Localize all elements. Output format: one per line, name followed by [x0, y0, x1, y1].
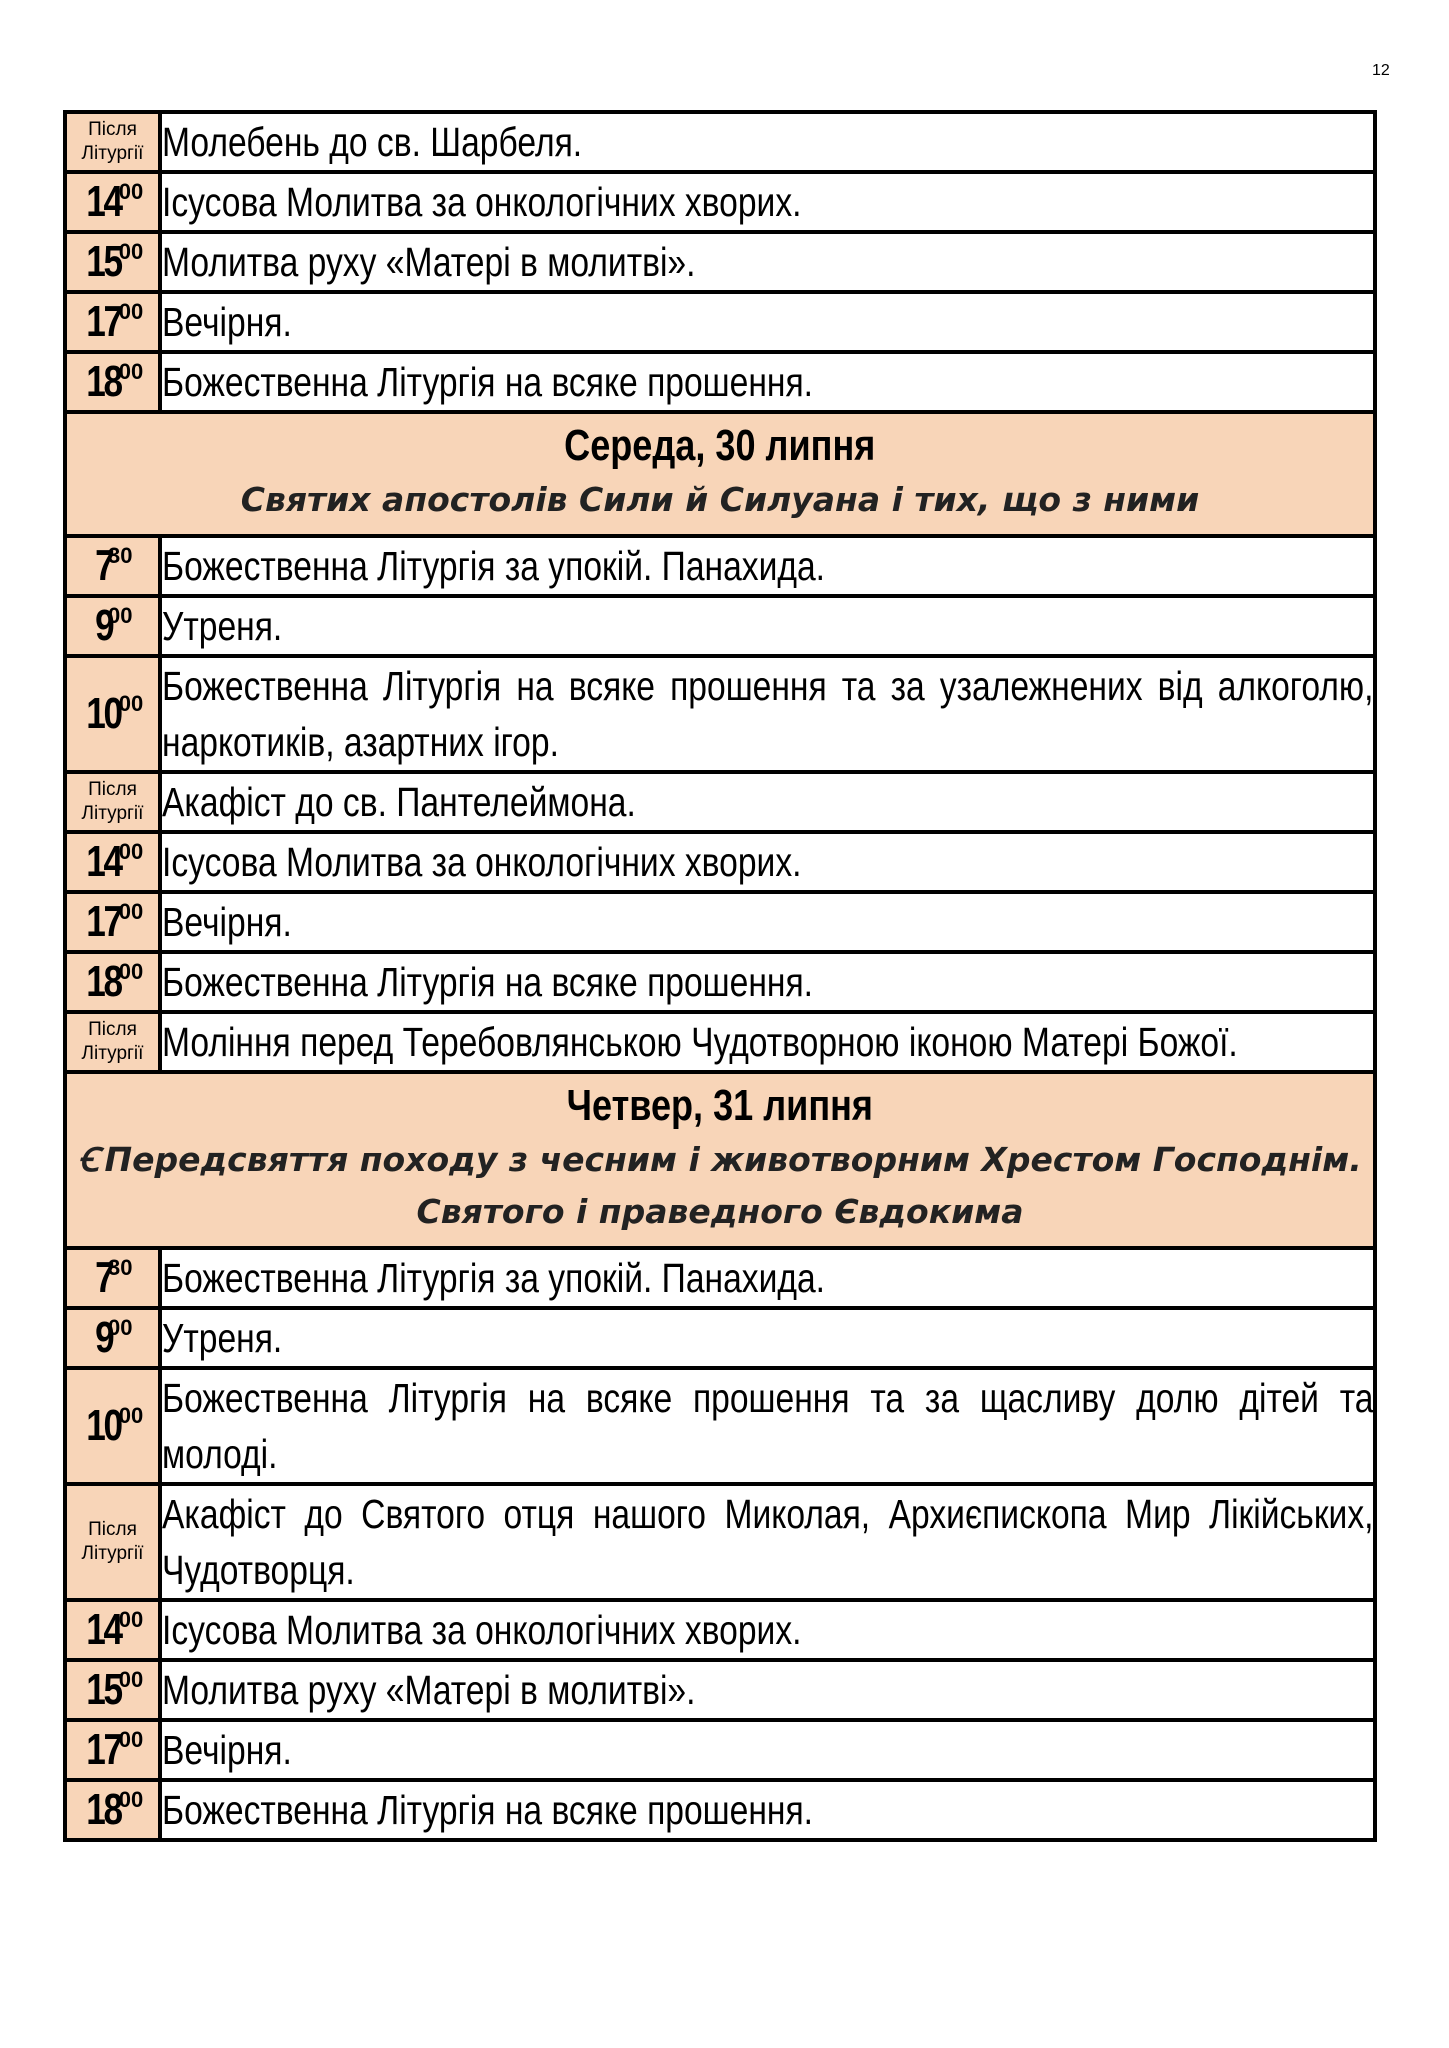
event-cell	[160, 112, 1375, 172]
event-cell	[160, 1720, 1375, 1780]
event-cell	[160, 1780, 1375, 1840]
schedule-row	[65, 892, 1375, 952]
after-liturgy-label-line2: Літургії	[81, 1043, 144, 1064]
time-hour: 17	[86, 297, 121, 346]
schedule-row	[65, 232, 1375, 292]
schedule-row	[65, 1720, 1375, 1780]
time-hour: 17	[86, 897, 121, 946]
event-text: Молитва руху «Матері в молитві».	[162, 1667, 696, 1713]
event-cell	[160, 232, 1375, 292]
day-header-cell	[65, 412, 1375, 536]
day-title-wrap	[77, 418, 1363, 474]
time-cell	[65, 772, 160, 832]
event-text: Божественна Літургія на всяке прошення.	[162, 959, 814, 1005]
schedule-row	[65, 1368, 1375, 1484]
schedule-row	[65, 1484, 1375, 1600]
day-subtitle	[77, 474, 1363, 526]
time-cell	[65, 832, 160, 892]
time-cell	[65, 892, 160, 952]
event-cell	[160, 1600, 1375, 1660]
event-cell	[160, 832, 1375, 892]
day-title: Середа, 30 липня	[564, 421, 876, 470]
schedule-row	[65, 952, 1375, 1012]
schedule-row	[65, 1660, 1375, 1720]
time-cell	[65, 352, 160, 412]
time-hour: 18	[86, 357, 121, 406]
time-minutes: 00	[118, 959, 144, 984]
time-minutes: 00	[118, 359, 144, 384]
time-minutes: 00	[118, 1727, 144, 1752]
event-text: Молебень до св. Шарбеля.	[162, 119, 583, 165]
time-hour: 14	[86, 1605, 121, 1654]
event-cell	[160, 536, 1375, 596]
event-text: Божественна Літургія за упокій. Панахида.	[162, 543, 826, 589]
event-text: Божественна Літургія на всяке прошення.	[162, 1787, 814, 1833]
time-minutes: 00	[108, 603, 133, 628]
schedule-row	[65, 1780, 1375, 1840]
event-text: Акафіст до св. Пантелеймона.	[162, 779, 636, 825]
schedule-row	[65, 112, 1375, 172]
time-cell	[65, 1012, 160, 1072]
event-cell	[160, 656, 1375, 772]
time-minutes: 30	[108, 1255, 133, 1280]
schedule-row	[65, 172, 1375, 232]
event-cell	[160, 1368, 1375, 1484]
time-hour: 7	[94, 541, 112, 590]
time-cell	[65, 1780, 160, 1840]
event-cell	[160, 352, 1375, 412]
schedule-body	[65, 112, 1375, 1840]
time-hour: 7	[94, 1253, 112, 1302]
time-cell	[65, 656, 160, 772]
event-text: Божественна Літургія за упокій. Панахида.	[162, 1255, 826, 1301]
schedule-row	[65, 772, 1375, 832]
event-text: Вечірня.	[162, 299, 292, 345]
schedule-row	[65, 1248, 1375, 1308]
feast-symbol-icon: Ꞓ	[78, 1140, 99, 1179]
time-hour: 15	[86, 1665, 121, 1714]
time-minutes: 30	[108, 543, 133, 568]
event-cell	[160, 892, 1375, 952]
time-minutes: 00	[118, 1667, 144, 1692]
event-cell	[160, 952, 1375, 1012]
time-cell	[65, 1248, 160, 1308]
schedule-row	[65, 1012, 1375, 1072]
time-minutes: 00	[118, 1403, 144, 1428]
event-text: Моління перед Теребовлянською Чудотворною іконою Матері Божої.	[162, 1019, 1238, 1065]
event-cell	[160, 292, 1375, 352]
time-cell	[65, 232, 160, 292]
event-text: Вечірня.	[162, 899, 292, 945]
event-text: Акафіст до Святого отця нашого Миколая, Архиєпископа Мир Лікійських, Чудотворця.	[162, 1491, 1374, 1593]
day-header-row	[65, 412, 1375, 536]
day-title: Четвер, 31 липня	[566, 1081, 874, 1130]
day-subtitle-text: Передсвяття походу з чесним і животворним Хрестом Господнім. Святого і праведного Євдокима	[104, 1140, 1362, 1231]
event-text: Божественна Літургія на всяке прошення та за щасливу долю дітей та молоді.	[162, 1375, 1374, 1477]
time-cell	[65, 1308, 160, 1368]
time-hour: 9	[94, 1313, 112, 1362]
after-liturgy-label-line1: Після	[88, 1519, 137, 1540]
time-cell	[65, 1484, 160, 1600]
event-text: Божественна Літургія на всяке прошення та за узалежнених від алкоголю, наркотиків, азартних ігор.	[162, 663, 1374, 765]
day-header-row	[65, 1072, 1375, 1248]
day-subtitle	[77, 1134, 1363, 1238]
event-cell	[160, 1248, 1375, 1308]
event-cell	[160, 1660, 1375, 1720]
event-cell	[160, 772, 1375, 832]
time-cell	[65, 1720, 160, 1780]
event-cell	[160, 596, 1375, 656]
time-cell	[65, 1368, 160, 1484]
day-subtitle-text: Святих апостолів Сили й Силуана і тих, що з ними	[240, 480, 1200, 519]
after-liturgy-label-line1: Після	[88, 1019, 137, 1040]
day-header-cell	[65, 1072, 1375, 1248]
time-cell	[65, 1660, 160, 1720]
event-text: Ісусова Молитва за онкологічних хворих.	[162, 839, 802, 885]
event-text: Ісусова Молитва за онкологічних хворих.	[162, 1607, 802, 1653]
time-minutes: 00	[108, 1315, 133, 1340]
event-text: Утреня.	[162, 1315, 283, 1361]
page-number: 12	[1372, 62, 1390, 79]
schedule-row	[65, 596, 1375, 656]
time-minutes: 00	[118, 239, 144, 264]
schedule-row	[65, 1600, 1375, 1660]
event-text: Ісусова Молитва за онкологічних хворих.	[162, 179, 802, 225]
time-cell	[65, 1600, 160, 1660]
time-hour: 15	[86, 237, 121, 286]
time-hour: 14	[86, 837, 121, 886]
after-liturgy-label-line2: Літургії	[81, 1543, 144, 1564]
time-hour: 10	[86, 1401, 121, 1450]
time-minutes: 00	[118, 899, 144, 924]
event-text: Божественна Літургія на всяке прошення.	[162, 359, 814, 405]
time-minutes: 00	[118, 839, 144, 864]
time-cell	[65, 172, 160, 232]
after-liturgy-label-line2: Літургії	[81, 803, 144, 824]
schedule-table	[63, 110, 1377, 1842]
schedule-row	[65, 656, 1375, 772]
time-minutes: 00	[118, 1787, 144, 1812]
time-cell	[65, 112, 160, 172]
time-hour: 17	[86, 1725, 121, 1774]
time-cell	[65, 536, 160, 596]
time-cell	[65, 952, 160, 1012]
event-text: Утреня.	[162, 603, 283, 649]
schedule-row	[65, 352, 1375, 412]
time-cell	[65, 292, 160, 352]
event-cell	[160, 172, 1375, 232]
after-liturgy-label-line1: Після	[88, 779, 137, 800]
time-minutes: 00	[118, 299, 144, 324]
time-hour: 10	[86, 689, 121, 738]
event-cell	[160, 1012, 1375, 1072]
event-text: Молитва руху «Матері в молитві».	[162, 239, 696, 285]
schedule-row	[65, 1308, 1375, 1368]
time-minutes: 00	[118, 179, 144, 204]
time-minutes: 00	[118, 691, 144, 716]
time-hour: 18	[86, 1785, 121, 1834]
time-hour: 9	[94, 601, 112, 650]
time-minutes: 00	[118, 1607, 144, 1632]
after-liturgy-label-line1: Після	[88, 119, 137, 140]
schedule-row	[65, 292, 1375, 352]
event-cell	[160, 1484, 1375, 1600]
time-cell	[65, 596, 160, 656]
event-cell	[160, 1308, 1375, 1368]
day-title-wrap	[77, 1078, 1363, 1134]
schedule-row	[65, 832, 1375, 892]
after-liturgy-label-line2: Літургії	[81, 143, 144, 164]
schedule-row	[65, 536, 1375, 596]
time-hour: 18	[86, 957, 121, 1006]
event-text: Вечірня.	[162, 1727, 292, 1773]
time-hour: 14	[86, 177, 121, 226]
